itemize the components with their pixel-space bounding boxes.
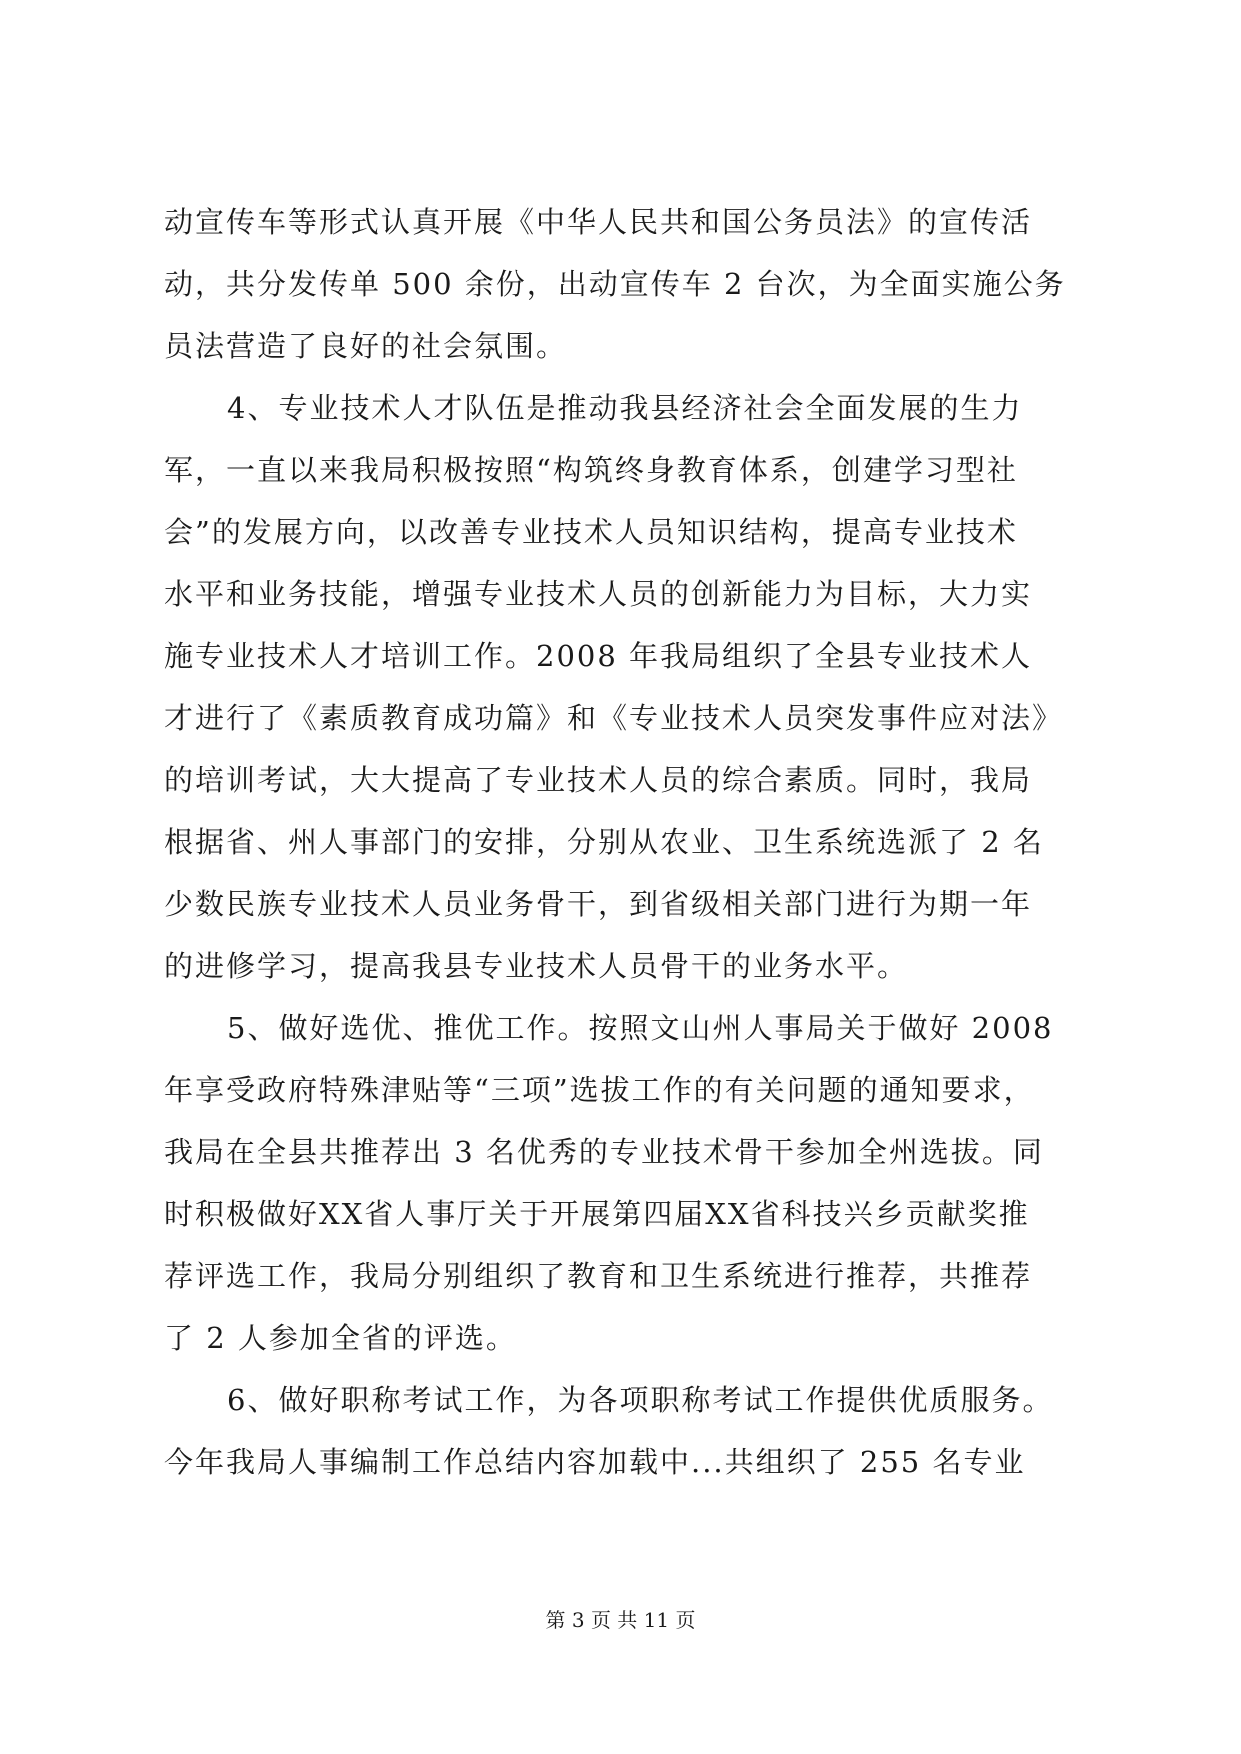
text-line: 少数民族专业技术人员业务骨干，到省级相关部门进行为期一年 — [164, 887, 1033, 921]
text-line: 动宣传车等形式认真开展《中华人民共和国公务员法》的宣传活 — [164, 205, 1033, 239]
text-line: 的进修学习，提高我县专业技术人员骨干的业务水平。 — [164, 949, 909, 983]
text-line: 才进行了《素质教育成功篇》和《专业技术人员突发事件应对法》 — [164, 701, 1064, 735]
paragraph-first-line: 6、做好职称考试工作，为各项职称考试工作提供优质服务。 — [227, 1383, 1054, 1417]
page-footer: 第 3 页 共 11 页 — [545, 1608, 696, 1632]
text-line: 员法营造了良好的社会氛围。 — [164, 329, 568, 363]
text-line: 时积极做好XX省人事厅关于开展第四届XX省科技兴乡贡献奖推 — [164, 1197, 1030, 1231]
text-line: 了 2 人参加全省的评选。 — [164, 1321, 517, 1355]
text-line: 根据省、州人事部门的安排，分别从农业、卫生系统选派了 2 名 — [164, 825, 1044, 859]
text-line: 我局在全县共推荐出 3 名优秀的专业技术骨干参加全州选拔。同 — [164, 1135, 1044, 1169]
text-line: 军，一直以来我局积极按照“构筑终身教育体系，创建学习型社 — [164, 453, 1018, 487]
text-line: 水平和业务技能，增强专业技术人员的创新能力为目标，大力实 — [164, 577, 1033, 611]
text-line: 施专业技术人才培训工作。2008 年我局组织了全县专业技术人 — [164, 639, 1033, 673]
paragraph-first-line: 4、专业技术人才队伍是推动我县经济社会全面发展的生力 — [227, 391, 1023, 425]
text-line: 动，共分发传单 500 余份，出动宣传车 2 台次，为全面实施公务 — [164, 267, 1066, 301]
text-line: 年享受政府特殊津贴等“三项”选拔工作的有关问题的通知要求， — [164, 1073, 1035, 1107]
text-line: 今年我局人事编制工作总结内容加载中...共组织了 255 名专业 — [164, 1445, 1026, 1479]
text-line: 会”的发展方向，以改善专业技术人员知识结构，提高专业技术 — [164, 515, 1018, 549]
text-line: 的培训考试，大大提高了专业技术人员的综合素质。同时，我局 — [164, 763, 1033, 797]
paragraph-first-line: 5、做好选优、推优工作。按照文山州人事局关于做好 2008 — [227, 1011, 1054, 1045]
text-line: 荐评选工作，我局分别组织了教育和卫生系统进行推荐，共推荐 — [164, 1259, 1033, 1293]
